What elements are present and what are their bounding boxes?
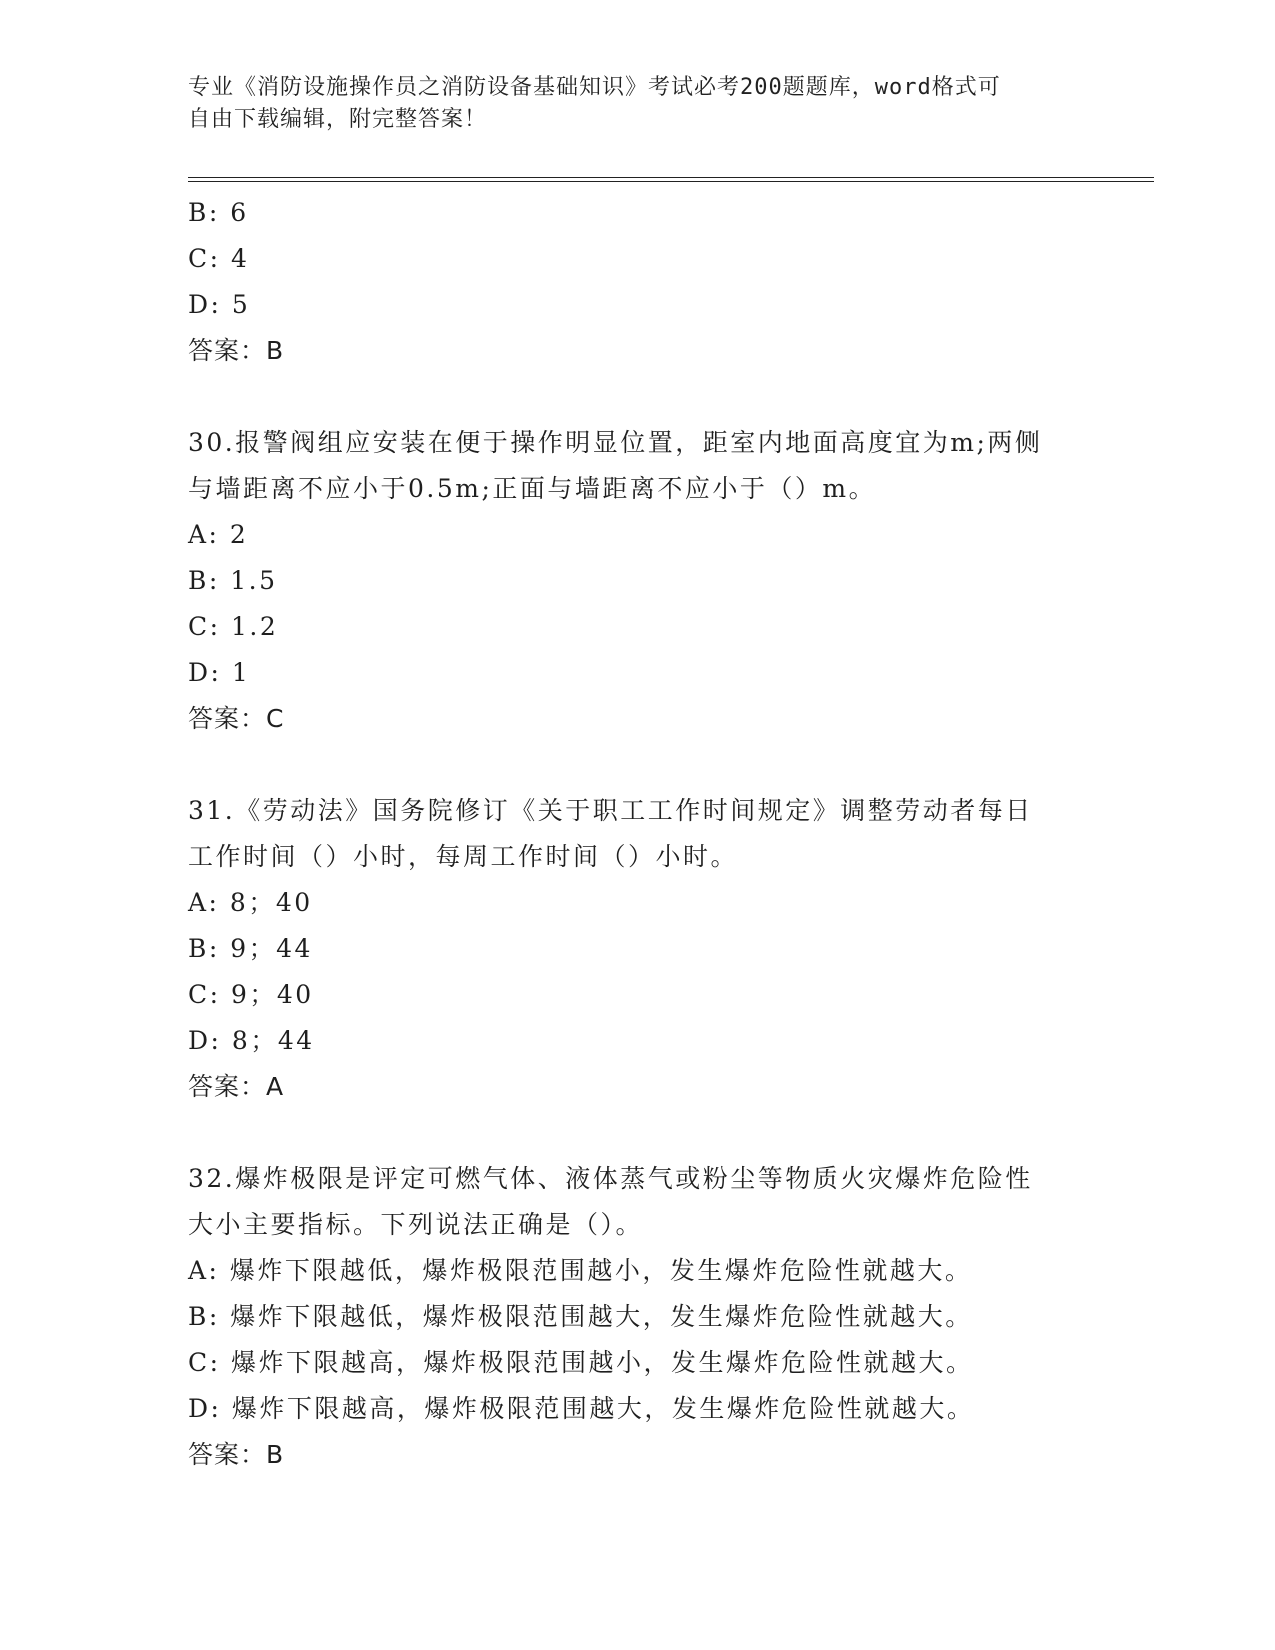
option-a: A: 爆炸下限越低，爆炸极限范围越小，发生爆炸危险性就越大。 xyxy=(188,1256,973,1285)
header-divider-bottom xyxy=(188,181,1154,182)
question-stem-line-1: 32.爆炸极限是评定可燃气体、液体蒸气或粉尘等物质火灾爆炸危险性 xyxy=(188,1164,1033,1193)
spacer xyxy=(188,374,1088,420)
option-d: D: 8；44 xyxy=(188,1026,315,1055)
option-a: A: 8；40 xyxy=(188,888,313,917)
question-block-prev xyxy=(188,190,1088,374)
answer-line: 答案：A xyxy=(188,1072,285,1101)
question-block-31 xyxy=(188,788,1088,1110)
spacer xyxy=(188,1110,1088,1156)
answer-line: 答案：C xyxy=(188,704,285,733)
answer-line: 答案：B xyxy=(188,336,285,365)
option-c: C: 4 xyxy=(188,244,250,273)
option-d: D: 1 xyxy=(188,658,251,687)
question-block-32 xyxy=(188,1156,1088,1478)
header-divider-top xyxy=(188,177,1154,178)
answer-line: 答案：B xyxy=(188,1440,285,1469)
question-block-30 xyxy=(188,420,1088,742)
option-b: B: 爆炸下限越低，爆炸极限范围越大，发生爆炸危险性就越大。 xyxy=(188,1302,973,1331)
option-b: B: 9；44 xyxy=(188,934,313,963)
option-c: C: 1.2 xyxy=(188,612,279,641)
option-b: B: 1.5 xyxy=(188,566,278,595)
option-d: D: 爆炸下限越高，爆炸极限范围越大，发生爆炸危险性就越大。 xyxy=(188,1394,975,1423)
spacer xyxy=(188,742,1088,788)
question-stem-line-2: 大小主要指标。下列说法正确是（）。 xyxy=(188,1210,644,1239)
page-header xyxy=(188,72,1088,136)
header-title-line-1: 专业《消防设施操作员之消防设备基础知识》考试必考200题题库，word格式可 xyxy=(188,75,1001,100)
question-stem-line-1: 31.《劳动法》国务院修订《关于职工工作时间规定》调整劳动者每日 xyxy=(188,796,1033,825)
question-stem-line-2: 工作时间（）小时，每周工作时间（）小时。 xyxy=(188,842,739,871)
header-title-line-2: 自由下载编辑，附完整答案！ xyxy=(188,107,488,132)
option-d: D: 5 xyxy=(188,290,251,319)
question-stem-line-1: 30.报警阀组应安装在便于操作明显位置，距室内地面高度宜为m;两侧 xyxy=(188,428,1043,457)
option-c: C: 爆炸下限越高，爆炸极限范围越小，发生爆炸危险性就越大。 xyxy=(188,1348,974,1377)
question-list xyxy=(188,190,1088,1478)
option-c: C: 9；40 xyxy=(188,980,314,1009)
option-b: B: 6 xyxy=(188,198,249,227)
option-a: A: 2 xyxy=(188,520,249,549)
question-stem-line-2: 与墙距离不应小于0.5m;正面与墙距离不应小于（）m。 xyxy=(188,474,877,503)
